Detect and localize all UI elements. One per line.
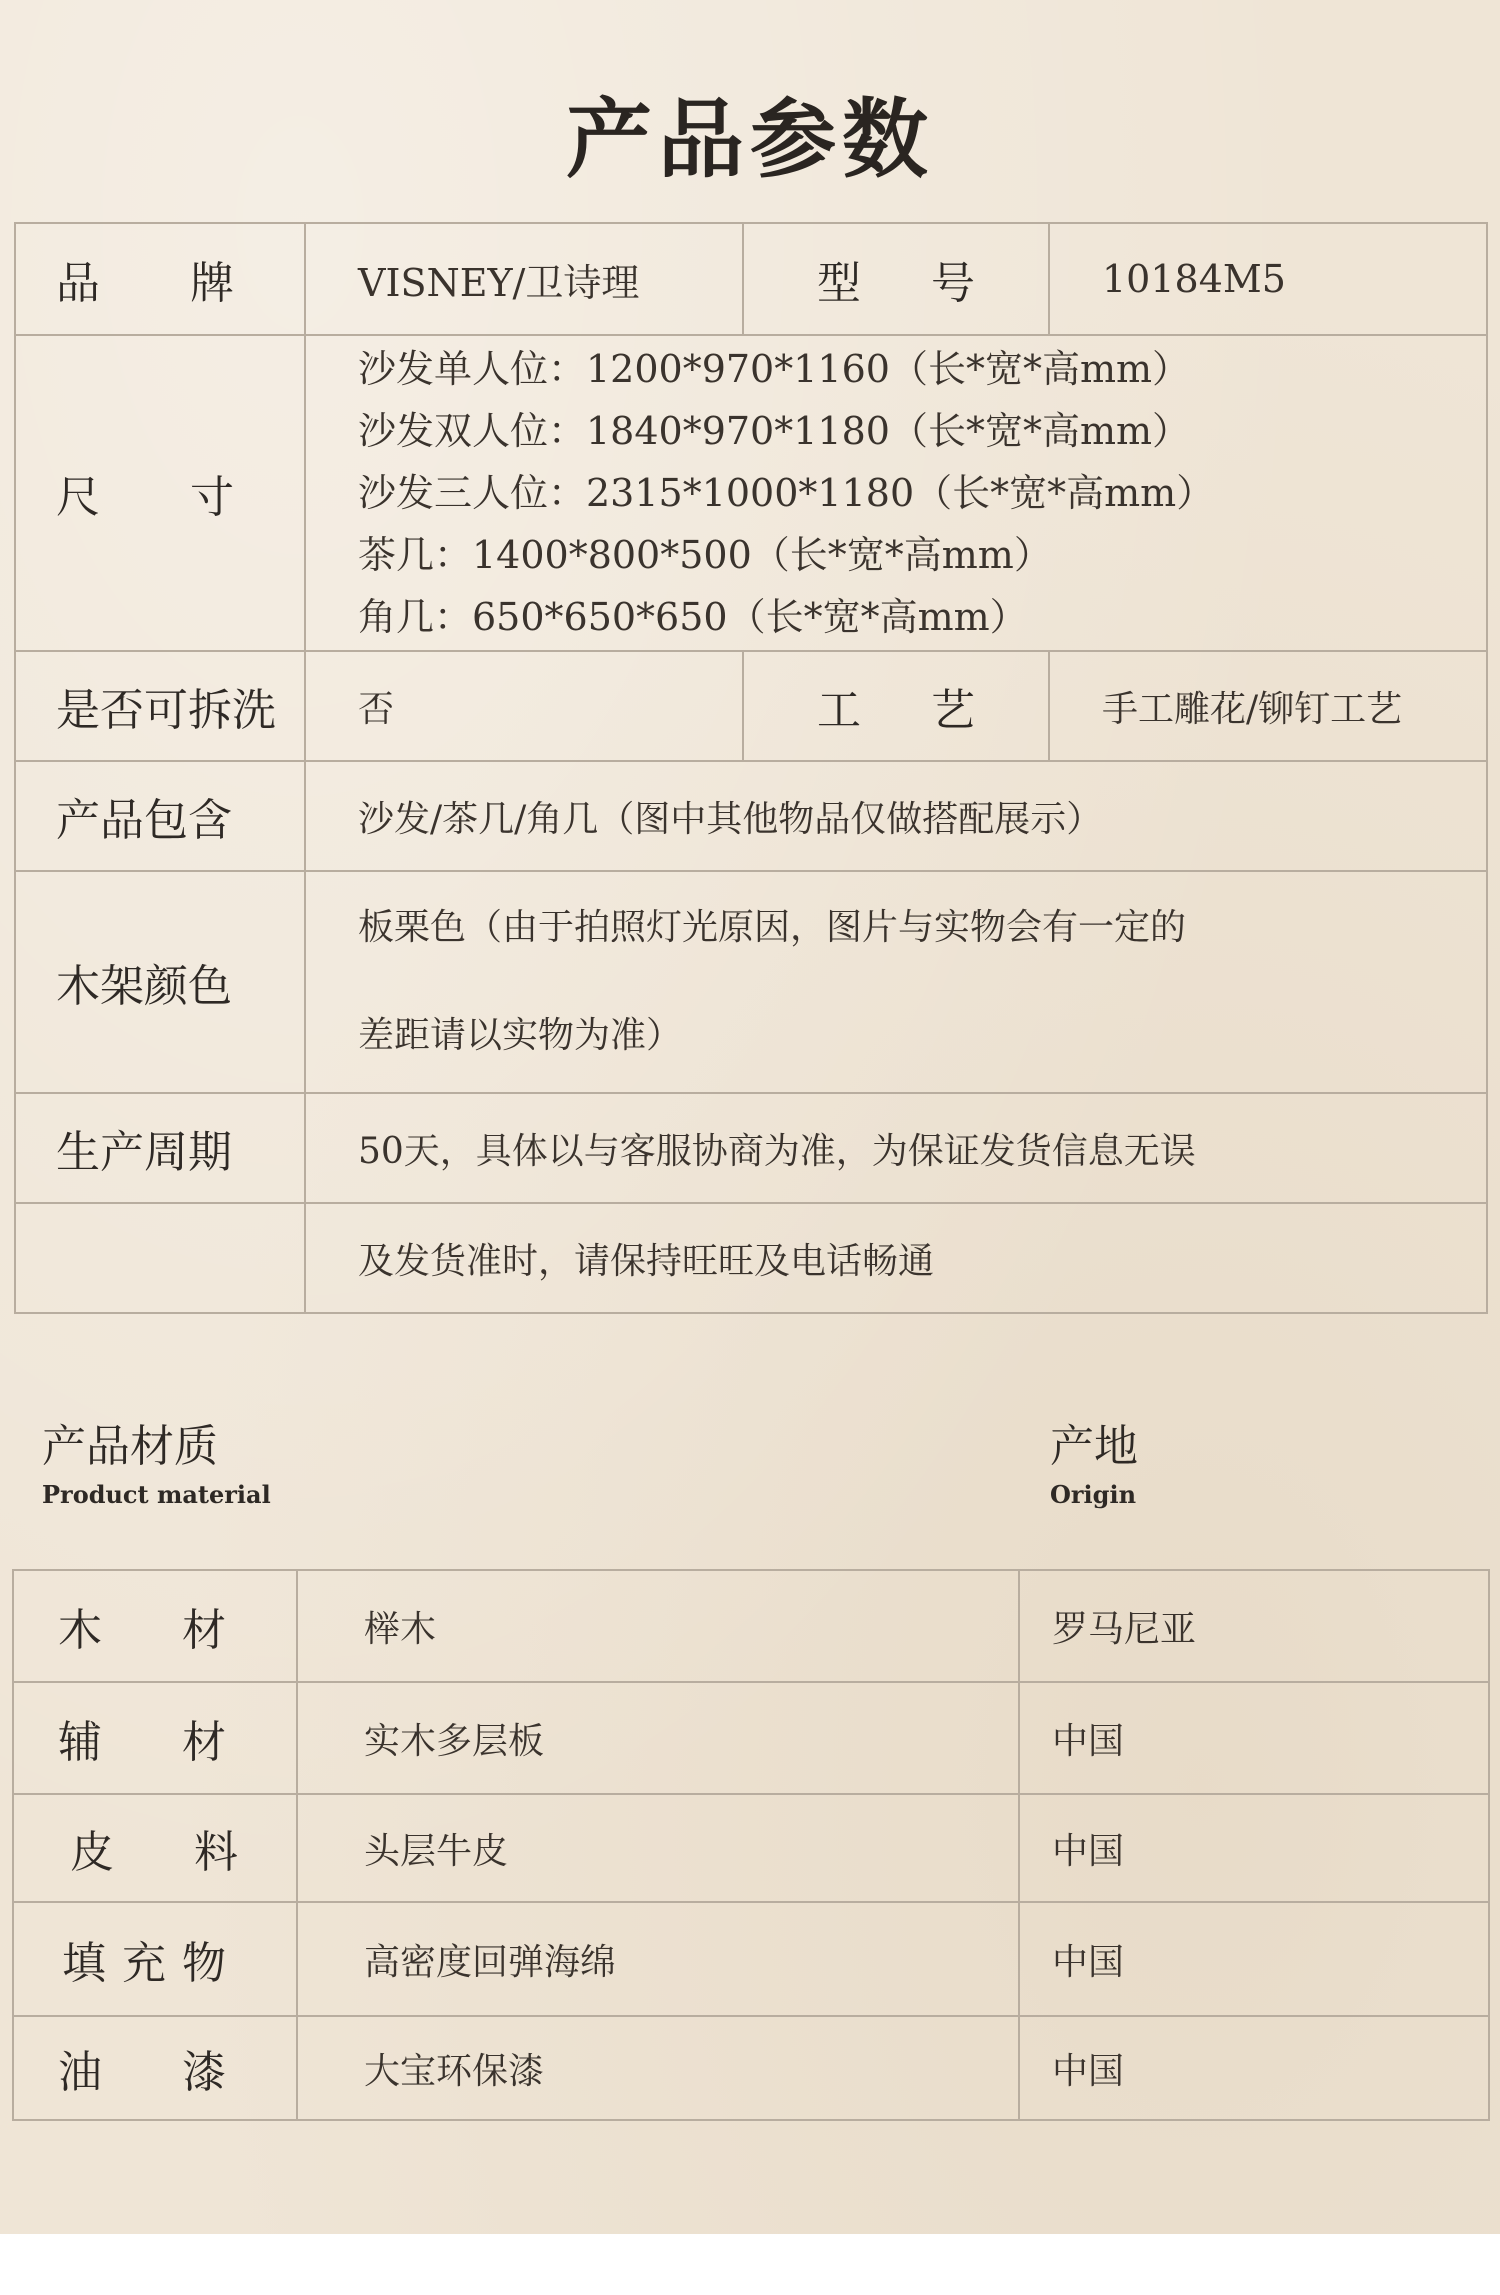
material-value: 高密度回弹海绵 [297, 1902, 1019, 2016]
material-label: 填充物 [13, 1902, 297, 2016]
material-row-paint [13, 2016, 1489, 2120]
model-value: 10184M5 [1049, 223, 1487, 335]
size-triple-seat: 沙发三人位：2315*1000*1180（长*宽*高mm） [358, 471, 1215, 515]
page-title: 产品参数 [566, 89, 934, 190]
size-single-seat: 沙发单人位：1200*970*1160（长*宽*高mm） [358, 347, 1191, 391]
material-value: 头层牛皮 [297, 1794, 1019, 1902]
material-row-filling [13, 1902, 1489, 2016]
size-values [305, 335, 1487, 651]
includes-value: 沙发/茶几/角几（图中其他物品仅做搭配展示） [305, 761, 1487, 871]
material-row-leather [13, 1794, 1489, 1902]
row-washable [15, 651, 1487, 761]
material-label: 木 材 [13, 1570, 297, 1682]
row-size [15, 335, 1487, 651]
origin-header-en: Origin [1050, 1480, 1137, 1509]
material-header-en: Product material [42, 1480, 271, 1509]
material-label: 辅 材 [13, 1682, 297, 1794]
cycle-value-2: 及发货准时，请保持旺旺及电话畅通 [305, 1203, 1487, 1313]
materials-table [12, 1569, 1490, 2121]
size-label: 尺 寸 [15, 335, 305, 651]
frame-color-label: 木架颜色 [15, 871, 305, 1093]
material-label: 油 漆 [13, 2016, 297, 2120]
row-frame-color [15, 871, 1487, 1093]
craft-label: 工 艺 [743, 651, 1049, 761]
cycle-label: 生产周期 [15, 1093, 305, 1203]
material-value: 榉木 [297, 1570, 1019, 1682]
material-row-auxiliary [13, 1682, 1489, 1794]
includes-label: 产品包含 [15, 761, 305, 871]
washable-label: 是否可拆洗 [15, 651, 305, 761]
material-value: 实木多层板 [297, 1682, 1019, 1794]
model-label: 型 号 [743, 223, 1049, 335]
row-cycle-continued [15, 1203, 1487, 1313]
material-header-cn: 产品材质 [42, 1421, 218, 1472]
washable-value: 否 [305, 651, 743, 761]
material-origin: 中国 [1019, 1902, 1489, 2016]
product-params-table [14, 222, 1488, 1314]
row-brand [15, 223, 1487, 335]
material-row-wood [13, 1570, 1489, 1682]
material-origin: 中国 [1019, 1794, 1489, 1902]
material-origin: 中国 [1019, 1682, 1489, 1794]
material-origin: 中国 [1019, 2016, 1489, 2120]
material-value: 大宝环保漆 [297, 2016, 1019, 2120]
cycle-value-1: 50天，具体以与客服协商为准，为保证发货信息无误 [305, 1093, 1487, 1203]
frame-color-value: 板栗色（由于拍照灯光原因，图片与实物会有一定的 差距请以实物为准） [305, 871, 1487, 1093]
brand-value: VISNEY/卫诗理 [305, 223, 743, 335]
size-coffee-table: 茶几：1400*800*500（长*宽*高mm） [358, 533, 1052, 577]
brand-label: 品 牌 [15, 223, 305, 335]
row-cycle [15, 1093, 1487, 1203]
size-side-table: 角几：650*650*650（长*宽*高mm） [358, 595, 1028, 639]
craft-value: 手工雕花/铆钉工艺 [1049, 651, 1487, 761]
material-origin: 罗马尼亚 [1019, 1570, 1489, 1682]
material-section-header [42, 1410, 271, 1509]
origin-header-cn: 产地 [1050, 1421, 1138, 1472]
empty-label-cell [15, 1203, 305, 1313]
size-double-seat: 沙发双人位：1840*970*1180（长*宽*高mm） [358, 409, 1191, 453]
material-label: 皮 料 [13, 1794, 297, 1902]
row-includes [15, 761, 1487, 871]
origin-section-header [1050, 1410, 1138, 1509]
